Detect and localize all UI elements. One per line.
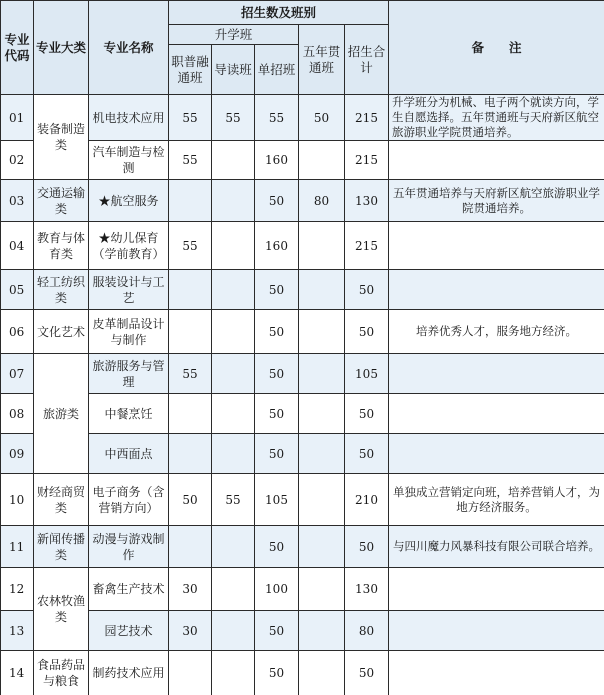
row-code: 11 xyxy=(1,526,34,568)
header-vocational: 职普融通班 xyxy=(169,45,212,95)
row-major: 电子商务（含营销方向） xyxy=(89,474,169,526)
row-single: 50 xyxy=(255,526,299,568)
table-row xyxy=(1,434,604,474)
table-row xyxy=(1,568,604,611)
row-remark: 升学班分为机械、电子两个就读方向，学生自愿选择。五年贯通班与天府新区航空旅游职业学院贯通培养。 xyxy=(389,95,604,141)
row-major: 服装设计与工艺 xyxy=(89,270,169,310)
row-code: 03 xyxy=(1,180,34,222)
row-guided xyxy=(212,310,255,354)
row-remark xyxy=(389,354,604,394)
table-row xyxy=(1,526,604,568)
row-major: 制药技术应用 xyxy=(89,651,169,695)
row-single: 50 xyxy=(255,434,299,474)
row-vocational: 30 xyxy=(169,568,212,611)
table-row xyxy=(1,310,604,354)
row-guided xyxy=(212,611,255,651)
row-vocational: 55 xyxy=(169,222,212,270)
row-major: ★航空服务 xyxy=(89,180,169,222)
row-five-year xyxy=(299,651,345,695)
row-remark: 与四川魔力风暴科技有限公司联合培养。 xyxy=(389,526,604,568)
row-total: 210 xyxy=(345,474,389,526)
table-row xyxy=(1,651,604,695)
row-five-year xyxy=(299,526,345,568)
row-remark xyxy=(389,270,604,310)
row-guided: 55 xyxy=(212,474,255,526)
row-category: 旅游类 xyxy=(34,354,89,474)
row-single: 160 xyxy=(255,141,299,180)
row-total: 50 xyxy=(345,310,389,354)
row-total: 105 xyxy=(345,354,389,394)
row-major: 园艺技术 xyxy=(89,611,169,651)
header-upgrade-group: 升学班 xyxy=(169,25,299,45)
row-five-year xyxy=(299,568,345,611)
row-major: 旅游服务与管理 xyxy=(89,354,169,394)
row-five-year xyxy=(299,141,345,180)
table-row xyxy=(1,222,604,270)
row-code: 13 xyxy=(1,611,34,651)
row-total: 215 xyxy=(345,95,389,141)
row-vocational: 50 xyxy=(169,474,212,526)
row-category: 新闻传播类 xyxy=(34,526,89,568)
row-total: 50 xyxy=(345,434,389,474)
header-single: 单招班 xyxy=(255,45,299,95)
row-five-year xyxy=(299,434,345,474)
row-vocational: 55 xyxy=(169,95,212,141)
row-vocational: 55 xyxy=(169,354,212,394)
row-remark: 培养优秀人才，服务地方经济。 xyxy=(389,310,604,354)
row-vocational xyxy=(169,651,212,695)
row-code: 04 xyxy=(1,222,34,270)
row-major: 皮革制品设计与制作 xyxy=(89,310,169,354)
row-remark: 单独成立营销定向班，培养营销人才，为地方经济服务。 xyxy=(389,474,604,526)
row-code: 10 xyxy=(1,474,34,526)
row-guided xyxy=(212,270,255,310)
row-code: 09 xyxy=(1,434,34,474)
table-row xyxy=(1,180,604,222)
row-five-year: 50 xyxy=(299,95,345,141)
row-remark xyxy=(389,222,604,270)
row-guided xyxy=(212,354,255,394)
row-total: 50 xyxy=(345,394,389,434)
row-remark xyxy=(389,568,604,611)
table-row xyxy=(1,141,604,180)
header-total: 招生合计 xyxy=(345,25,389,95)
row-total: 80 xyxy=(345,611,389,651)
row-category: 交通运输类 xyxy=(34,180,89,222)
table-row xyxy=(1,354,604,394)
row-vocational xyxy=(169,270,212,310)
row-remark: 五年贯通培养与天府新区航空旅游职业学院贯通培养。 xyxy=(389,180,604,222)
row-vocational xyxy=(169,526,212,568)
row-five-year xyxy=(299,270,345,310)
row-major: 中西面点 xyxy=(89,434,169,474)
table-row xyxy=(1,270,604,310)
row-total: 215 xyxy=(345,141,389,180)
row-category: 食品药品与粮食 xyxy=(34,651,89,695)
row-vocational: 30 xyxy=(169,611,212,651)
row-five-year xyxy=(299,222,345,270)
row-single: 50 xyxy=(255,310,299,354)
row-category: 文化艺术 xyxy=(34,310,89,354)
row-single: 50 xyxy=(255,354,299,394)
row-code: 06 xyxy=(1,310,34,354)
row-major: 机电技术应用 xyxy=(89,95,169,141)
row-code: 02 xyxy=(1,141,34,180)
row-guided xyxy=(212,180,255,222)
header-enrollment-group: 招生数及班别 xyxy=(169,1,389,25)
row-vocational xyxy=(169,310,212,354)
row-vocational xyxy=(169,434,212,474)
row-single: 160 xyxy=(255,222,299,270)
table-row xyxy=(1,95,604,141)
row-guided: 55 xyxy=(212,95,255,141)
row-total: 50 xyxy=(345,270,389,310)
row-code: 01 xyxy=(1,95,34,141)
row-category: 农林牧渔类 xyxy=(34,568,89,651)
table-row xyxy=(1,611,604,651)
row-five-year xyxy=(299,474,345,526)
row-major: 动漫与游戏制作 xyxy=(89,526,169,568)
row-code: 07 xyxy=(1,354,34,394)
row-single: 50 xyxy=(255,270,299,310)
row-category: 财经商贸类 xyxy=(34,474,89,526)
row-guided xyxy=(212,526,255,568)
row-five-year xyxy=(299,354,345,394)
row-single: 50 xyxy=(255,394,299,434)
header-code: 专业代码 xyxy=(1,1,34,95)
row-category: 轻工纺织类 xyxy=(34,270,89,310)
row-single: 55 xyxy=(255,95,299,141)
row-guided xyxy=(212,651,255,695)
row-total: 50 xyxy=(345,651,389,695)
row-five-year xyxy=(299,394,345,434)
row-vocational xyxy=(169,180,212,222)
row-remark xyxy=(389,651,604,695)
row-major: 畜禽生产技术 xyxy=(89,568,169,611)
row-single: 50 xyxy=(255,611,299,651)
row-single: 50 xyxy=(255,651,299,695)
row-guided xyxy=(212,141,255,180)
row-total: 130 xyxy=(345,180,389,222)
row-code: 08 xyxy=(1,394,34,434)
table-row xyxy=(1,474,604,526)
row-single: 50 xyxy=(255,180,299,222)
row-category: 装备制造类 xyxy=(34,95,89,180)
row-single: 100 xyxy=(255,568,299,611)
row-category: 教育与体育类 xyxy=(34,222,89,270)
row-guided xyxy=(212,434,255,474)
row-remark xyxy=(389,394,604,434)
row-five-year: 80 xyxy=(299,180,345,222)
row-single: 105 xyxy=(255,474,299,526)
row-total: 215 xyxy=(345,222,389,270)
row-remark xyxy=(389,141,604,180)
row-code: 14 xyxy=(1,651,34,695)
row-total: 130 xyxy=(345,568,389,611)
row-major: 中餐烹饪 xyxy=(89,394,169,434)
row-guided xyxy=(212,568,255,611)
row-five-year xyxy=(299,611,345,651)
header-major: 专业名称 xyxy=(89,1,169,95)
row-vocational xyxy=(169,394,212,434)
row-total: 50 xyxy=(345,526,389,568)
row-remark xyxy=(389,434,604,474)
row-code: 05 xyxy=(1,270,34,310)
row-vocational: 55 xyxy=(169,141,212,180)
row-major: ★幼儿保育（学前教育） xyxy=(89,222,169,270)
header-five-year: 五年贯通班 xyxy=(299,25,345,95)
row-code: 12 xyxy=(1,568,34,611)
row-guided xyxy=(212,222,255,270)
table-row xyxy=(1,394,604,434)
header-guided: 导读班 xyxy=(212,45,255,95)
row-remark xyxy=(389,611,604,651)
header-remarks: 备 注 xyxy=(389,1,604,95)
row-five-year xyxy=(299,310,345,354)
row-guided xyxy=(212,394,255,434)
row-major: 汽车制造与检测 xyxy=(89,141,169,180)
header-category: 专业大类 xyxy=(34,1,89,95)
